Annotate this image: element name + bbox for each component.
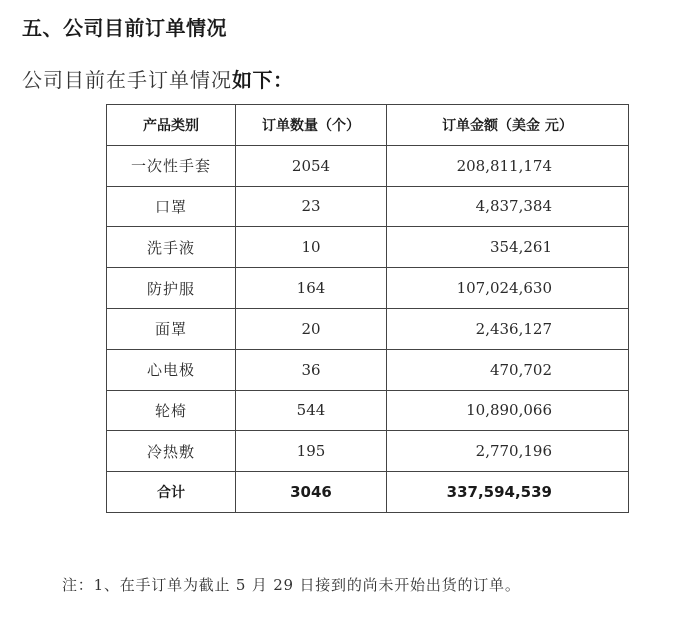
order-quantity: 10 [236, 227, 387, 268]
order-amount: 2,770,196 [387, 431, 629, 472]
table-row [107, 308, 629, 349]
table-total-row [107, 472, 629, 513]
order-amount: 4,837,384 [387, 186, 629, 227]
order-quantity: 195 [236, 431, 387, 472]
table-row [107, 186, 629, 227]
table-row [107, 227, 629, 268]
order-amount: 354,261 [387, 227, 629, 268]
product-name: 冷热敷 [107, 431, 236, 472]
table-row [107, 268, 629, 309]
order-quantity: 20 [236, 308, 387, 349]
product-name: 面罩 [107, 308, 236, 349]
product-name: 口罩 [107, 186, 236, 227]
order-amount: 208,811,174 [387, 145, 629, 186]
table-row [107, 390, 629, 431]
order-amount: 470,702 [387, 349, 629, 390]
intro-text-emphasis: 如下： [232, 68, 294, 92]
product-name: 洗手液 [107, 227, 236, 268]
section-heading: 五、公司目前订单情况 [22, 16, 227, 40]
intro-text: 公司目前在手订单情况 [22, 68, 232, 92]
total-label: 合计 [107, 472, 236, 513]
order-amount: 10,890,066 [387, 390, 629, 431]
table-row [107, 145, 629, 186]
header-order-amount: 订单金额（美金 元） [387, 105, 629, 146]
order-quantity: 36 [236, 349, 387, 390]
order-quantity: 2054 [236, 145, 387, 186]
table-header-row [107, 105, 629, 146]
intro-paragraph [22, 64, 294, 93]
header-product-category: 产品类别 [107, 105, 236, 146]
order-quantity: 23 [236, 186, 387, 227]
orders-table [106, 104, 629, 513]
footnote: 注：1、在手订单为截止 5 月 29 日接到的尚未开始出货的订单。 [62, 576, 521, 594]
order-amount: 107,024,630 [387, 268, 629, 309]
header-order-quantity: 订单数量（个） [236, 105, 387, 146]
order-quantity: 544 [236, 390, 387, 431]
table-row [107, 349, 629, 390]
product-name: 防护服 [107, 268, 236, 309]
product-name: 轮椅 [107, 390, 236, 431]
order-quantity: 164 [236, 268, 387, 309]
order-amount: 2,436,127 [387, 308, 629, 349]
total-amount: 337,594,539 [387, 472, 629, 513]
product-name: 心电极 [107, 349, 236, 390]
total-quantity: 3046 [236, 472, 387, 513]
product-name: 一次性手套 [107, 145, 236, 186]
table-row [107, 431, 629, 472]
